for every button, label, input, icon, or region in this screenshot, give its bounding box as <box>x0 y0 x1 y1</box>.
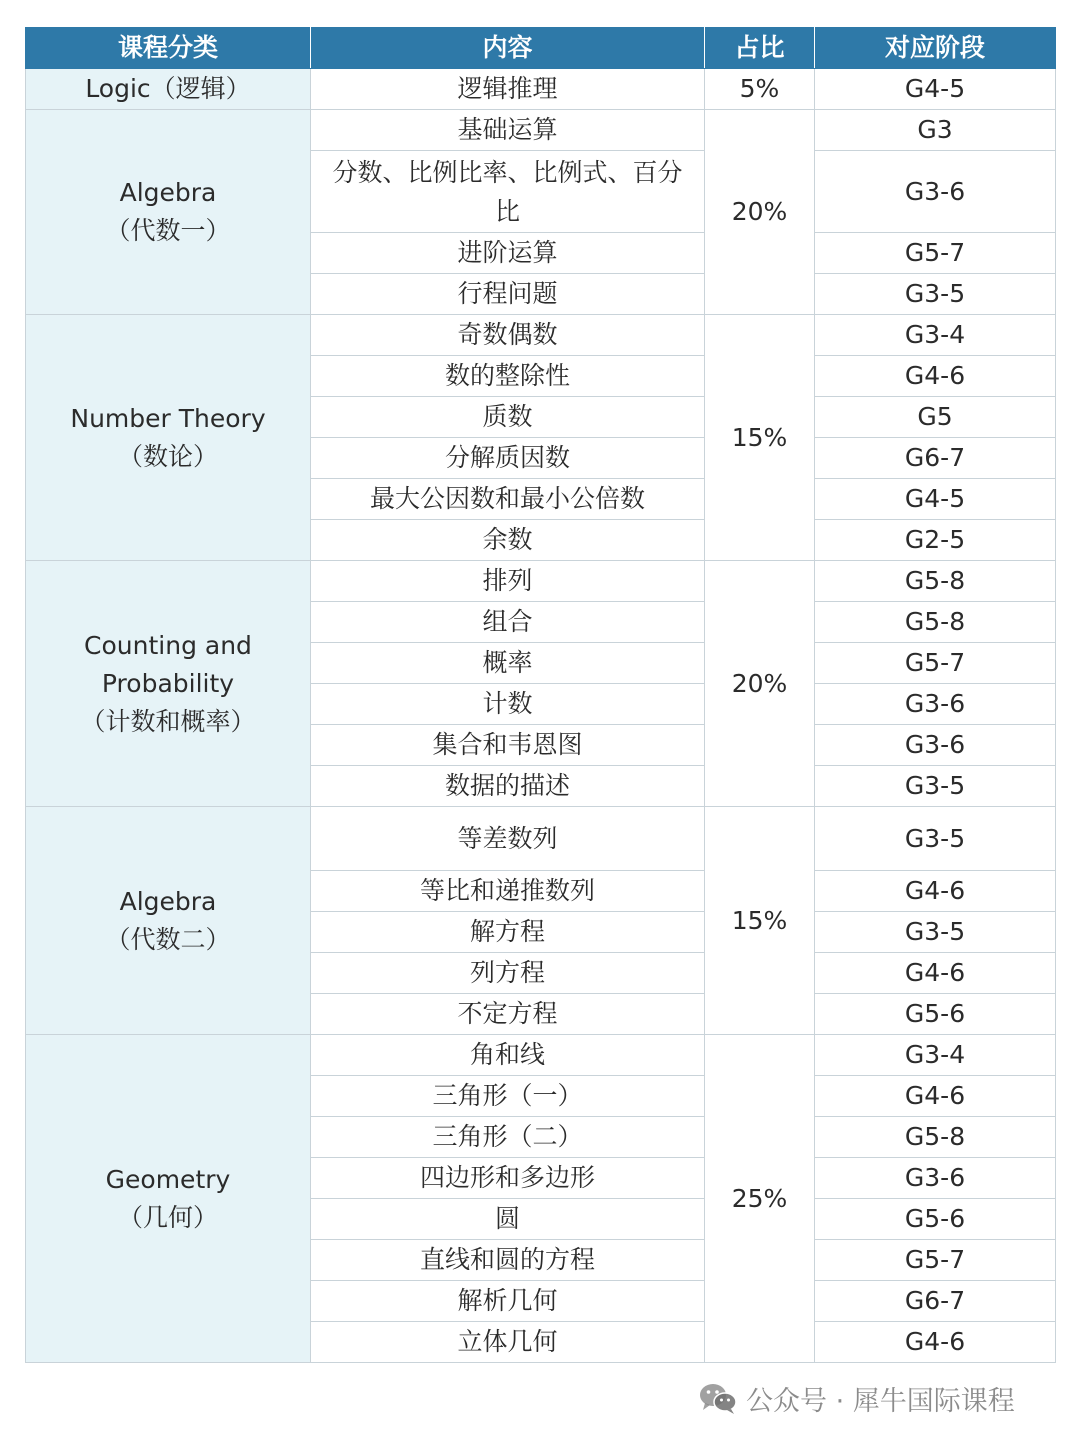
grade-cell: G5-8 <box>815 602 1056 643</box>
topic-cell: 等比和递推数列 <box>311 871 705 912</box>
grade-cell: G4-6 <box>815 1322 1056 1363</box>
table-row <box>26 561 1056 602</box>
wechat-icon <box>698 1381 738 1415</box>
category-cell: Algebra （代数一） <box>26 110 311 315</box>
header-category: 课程分类 <box>26 28 311 69</box>
grade-cell: G3-5 <box>815 807 1056 871</box>
table-row <box>26 1035 1056 1076</box>
grade-cell: G5-8 <box>815 1117 1056 1158</box>
grade-cell: G4-6 <box>815 1076 1056 1117</box>
category-cell: Algebra （代数二） <box>26 807 311 1035</box>
topic-cell: 三角形（一） <box>311 1076 705 1117</box>
watermark <box>698 1378 1015 1418</box>
grade-cell: G6-7 <box>815 438 1056 479</box>
topic-cell: 奇数偶数 <box>311 315 705 356</box>
topic-cell: 余数 <box>311 520 705 561</box>
table-row <box>26 110 1056 151</box>
ratio-cell: 20% <box>705 110 815 315</box>
table-row <box>26 69 1056 110</box>
topic-cell: 分数、比例比率、比例式、百分比 <box>311 151 705 233</box>
ratio-cell: 25% <box>705 1035 815 1363</box>
grade-cell: G5-7 <box>815 233 1056 274</box>
topic-cell: 行程问题 <box>311 274 705 315</box>
grade-cell: G3-6 <box>815 151 1056 233</box>
grade-cell: G4-5 <box>815 479 1056 520</box>
ratio-cell: 20% <box>705 561 815 807</box>
ratio-cell: 5% <box>705 69 815 110</box>
topic-cell: 质数 <box>311 397 705 438</box>
grade-cell: G3-6 <box>815 725 1056 766</box>
topic-cell: 四边形和多边形 <box>311 1158 705 1199</box>
header-ratio: 占比 <box>705 28 815 69</box>
topic-cell: 三角形（二） <box>311 1117 705 1158</box>
category-cell: Geometry （几何） <box>26 1035 311 1363</box>
topic-cell: 逻辑推理 <box>311 69 705 110</box>
topic-cell: 集合和韦恩图 <box>311 725 705 766</box>
topic-cell: 数的整除性 <box>311 356 705 397</box>
topic-cell: 概率 <box>311 643 705 684</box>
ratio-cell: 15% <box>705 315 815 561</box>
category-cell: Logic（逻辑） <box>26 69 311 110</box>
table-header <box>26 28 1056 69</box>
grade-cell: G5 <box>815 397 1056 438</box>
grade-cell: G3-6 <box>815 1158 1056 1199</box>
topic-cell: 解析几何 <box>311 1281 705 1322</box>
category-cell: Counting and Probability （计数和概率） <box>26 561 311 807</box>
topic-cell: 数据的描述 <box>311 766 705 807</box>
grade-cell: G3 <box>815 110 1056 151</box>
topic-cell: 圆 <box>311 1199 705 1240</box>
grade-cell: G5-8 <box>815 561 1056 602</box>
grade-cell: G3-5 <box>815 766 1056 807</box>
topic-cell: 分解质因数 <box>311 438 705 479</box>
table-row <box>26 807 1056 871</box>
grade-cell: G5-7 <box>815 1240 1056 1281</box>
grade-cell: G5-6 <box>815 994 1056 1035</box>
topic-cell: 等差数列 <box>311 807 705 871</box>
grade-cell: G4-6 <box>815 953 1056 994</box>
header-content: 内容 <box>311 28 705 69</box>
topic-cell: 计数 <box>311 684 705 725</box>
grade-cell: G5-6 <box>815 1199 1056 1240</box>
topic-cell: 组合 <box>311 602 705 643</box>
topic-cell: 最大公因数和最小公倍数 <box>311 479 705 520</box>
curriculum-table <box>25 27 1056 1363</box>
grade-cell: G6-7 <box>815 1281 1056 1322</box>
ratio-cell: 15% <box>705 807 815 1035</box>
table-body <box>26 69 1056 1363</box>
grade-cell: G3-6 <box>815 684 1056 725</box>
topic-cell: 排列 <box>311 561 705 602</box>
topic-cell: 角和线 <box>311 1035 705 1076</box>
topic-cell: 基础运算 <box>311 110 705 151</box>
grade-cell: G2-5 <box>815 520 1056 561</box>
grade-cell: G4-5 <box>815 69 1056 110</box>
grade-cell: G4-6 <box>815 356 1056 397</box>
grade-cell: G3-5 <box>815 274 1056 315</box>
grade-cell: G5-7 <box>815 643 1056 684</box>
grade-cell: G3-4 <box>815 1035 1056 1076</box>
grade-cell: G3-4 <box>815 315 1056 356</box>
watermark-text: 公众号 · 犀牛国际课程 <box>746 1385 1015 1417</box>
grade-cell: G4-6 <box>815 871 1056 912</box>
topic-cell: 解方程 <box>311 912 705 953</box>
grade-cell: G3-5 <box>815 912 1056 953</box>
table-row <box>26 315 1056 356</box>
header-grade: 对应阶段 <box>815 28 1056 69</box>
topic-cell: 进阶运算 <box>311 233 705 274</box>
topic-cell: 直线和圆的方程 <box>311 1240 705 1281</box>
category-cell: Number Theory （数论） <box>26 315 311 561</box>
topic-cell: 立体几何 <box>311 1322 705 1363</box>
topic-cell: 列方程 <box>311 953 705 994</box>
topic-cell: 不定方程 <box>311 994 705 1035</box>
